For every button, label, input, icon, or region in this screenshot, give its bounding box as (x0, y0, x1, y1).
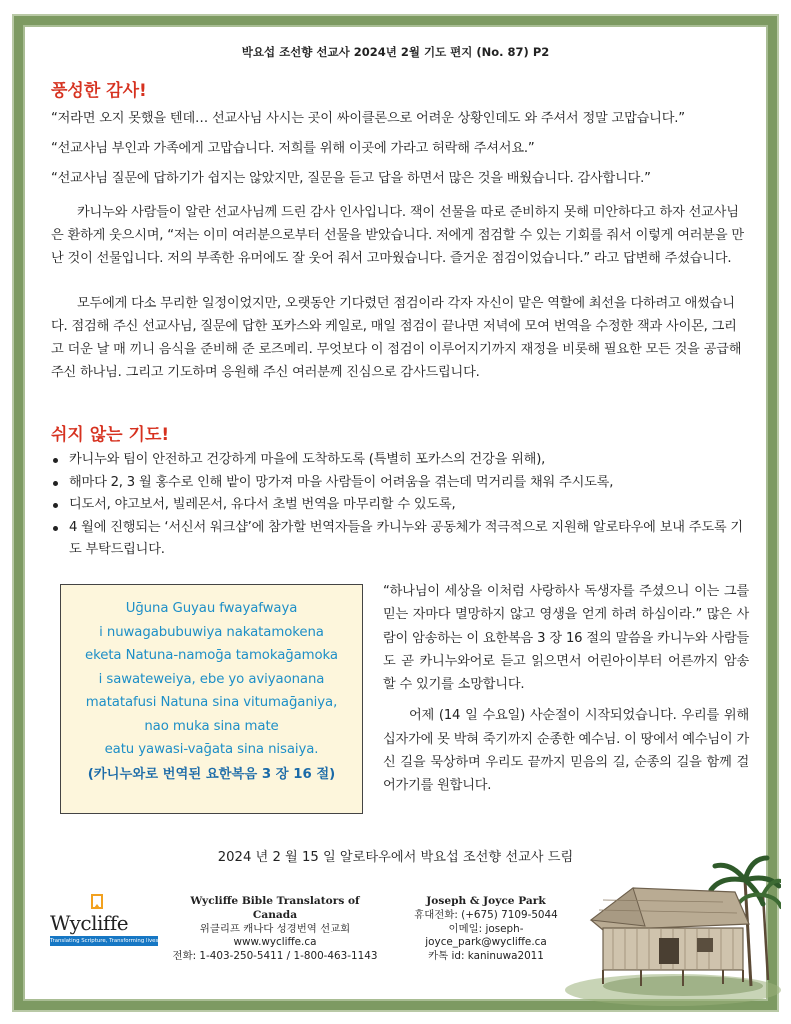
lent-paragraph: 어제 (14 일 수요일) 사순절이 시작되었습니다. 우리를 위해 십자가에 못 박혀 죽기까지 순종한 예수님. 이 땅에서 예수님이 가신 길을 묵상하며 우리도 끝까지 믿음의 길, 순종의 길을 함께 걸어가기를 원합니다. (383, 708, 749, 794)
prayer-item: 해마다 2, 3 월 홍수로 인해 밭이 망가져 마을 사람들이 어려움을 겪는데 먹거리를 채워 주시도록, (51, 472, 751, 495)
quote-2: “선교사님 부인과 가족에게 고맙습니다. 저희를 위해 이곳에 가라고 허락해 주셔서요.” (51, 141, 535, 156)
org-website-link[interactable]: www.wycliffe.ca (233, 936, 317, 949)
logo-tagline: Translating Scripture, Transforming lives (50, 938, 158, 944)
contact-email-link[interactable]: 이메일: joseph-joyce_park@wycliffe.ca (425, 922, 547, 949)
thanks-paragraph-1: 카니누와 사람들이 알란 선교사님께 드린 감사 인사입니다. 잭이 선물을 따로 준비하지 못해 미안하다고 하자 선교사님은 환하게 웃으시며, “저는 이미 여러분으로부터 선물을 받았습니다. 저에게 점검할 수 있는 기회를 줘서 이렇게 여러분을 만난 것이 선물입니다. 저의 부족한 유머에도 잘 웃어 줘서 고마웠습니다. 즐거운 점검이었습니다.” 라고 답변해 주셨습니다. (51, 205, 744, 266)
signoff: 2024 년 2 월 15 일 알로타우에서 박요섭 조선향 선교사 드림 (217, 850, 574, 865)
contact-name: Joseph & Joyce Park (426, 895, 546, 907)
hut-illustration (563, 840, 781, 1008)
thanks-paragraph-2: 모두에게 다소 무리한 일정이었지만, 오랫동안 기다렸던 점검이라 각자 자신이 맡은 역할에 최선을 다하려고 애썼습니다. 점검해 주신 선교사님, 질문에 답한 포카스와 케일로, 매일 점검이 끝나면 저녁에 모여 번역을 수정한 잭과 사이몬, 그리고 더운 날 매 끼니 음식을 준비해 준 로즈메리. 무엇보다 이 점검이 이루어지기까지 재정을 비롯해 필요한 모든 것을 공급해 주신 하나님. 그리고 기도하며 응원해 주신 여러분께 진심으로 감사드립니다. (51, 296, 742, 380)
verse-line: eatu yawasi-vaḡata sina nisaiya. (104, 742, 319, 757)
verse-box (60, 584, 363, 814)
verse-line: Uḡuna Guyau fwayafwaya (125, 601, 298, 616)
quote-3: “선교사님 질문에 답하기가 쉽지는 않았지만, 질문을 듣고 답을 하면서 많은 것을 배웠습니다. 감사합니다.” (51, 171, 651, 186)
verse-line: nao muka sina mate (144, 718, 279, 734)
right-column (383, 580, 749, 798)
section-heading-prayer: 쉬지 않는 기도! (51, 425, 170, 445)
org-phone: 전화: 1-403-250-5411 / 1-800-463-1143 (172, 950, 378, 963)
org-info (170, 895, 380, 964)
org-name-korean: 위클리프 캐나다 성경번역 선교회 (199, 922, 351, 935)
page-header: 박요섭 조선향 선교사 2024년 2월 기도 편지 (No. 87) P2 (241, 45, 550, 59)
prayer-list (51, 449, 751, 562)
contact-kakao: 카톡 id: kaninuwa2011 (428, 950, 544, 963)
prayer-item: 4 월에 진행되는 ‘서신서 워크샵’에 참가할 번역자들을 카니누와 공동체가 적극적으로 지원해 알로타우에 보내 주도록 기도 부탁드립니다. (51, 517, 751, 562)
wycliffe-bookmark-icon (50, 893, 162, 913)
contact-mobile: 휴대전화: (+675) 7109-5044 (414, 908, 558, 921)
verse-commentary: “하나님이 세상을 이처럼 사랑하사 독생자를 주셨으니 이는 그를 믿는 자마다 멸망하지 않고 영생을 얻게 하려 하심이라.” 많은 사람이 암송하는 이 요한복음 3 장 16 절의 말씀을 카니누와 사람들도 곧 카니누와어로 듣고 읽으면서 어린아이부터 어른까지 암송할 수 있기를 소망합니다. (383, 584, 749, 693)
contact-info (392, 895, 580, 964)
verse-reference: (카니누와로 번역된 요한복음 3 장 16 절) (87, 766, 336, 782)
quote-1: “저라면 오지 못했을 텐데… 선교사님 사시는 곳이 싸이클론으로 어려운 상황인데도 와 주셔서 정말 고맙습니다.” (51, 111, 685, 126)
prayer-item: 카니누와 팀이 안전하고 건강하게 마을에 도착하도록 (특별히 포카스의 건강을 위해), (51, 449, 751, 472)
verse-line: i nuwagabubuwiya nakatamokena (99, 624, 324, 640)
verse-line: i sawateweiya, ebe yo aviyaonana (98, 671, 325, 687)
org-name: Wycliffe Bible Translators of Canada (190, 895, 360, 921)
section-heading-thanks: 풍성한 감사! (51, 81, 147, 101)
wycliffe-logo (50, 893, 162, 953)
logo-text: Wycliffe (50, 911, 129, 935)
prayer-item: 디도서, 야고보서, 빌레몬서, 유다서 초벌 번역을 마무리할 수 있도록, (51, 494, 751, 517)
verse-line: matatafusi Natuna sina vitumaḡaniya, (85, 695, 338, 710)
verse-line: eketa Natuna-namoḡa tamokaḡamoka (85, 648, 338, 663)
